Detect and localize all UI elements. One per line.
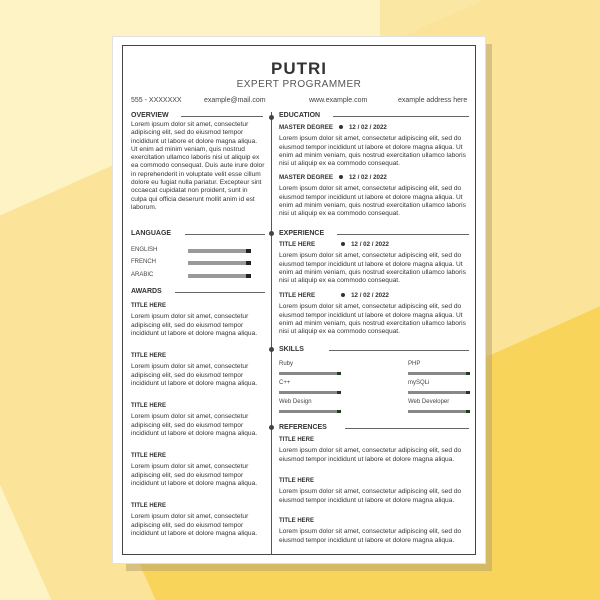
award-item — [131, 352, 265, 388]
language-heading: LANGUAGE — [131, 230, 172, 237]
section-rule — [337, 234, 469, 235]
skill-label: Ruby — [279, 361, 294, 367]
reference-text: Lorem ipsum dolor sit amet, consectetur adipiscing elit, sed do eiusmod tempor incididunt ut labore et dolore magna aliqua. — [279, 528, 462, 544]
education-heading: EDUCATION — [279, 112, 321, 119]
timeline-dot — [269, 115, 274, 120]
awards-heading: AWARDS — [131, 288, 162, 295]
experience-title: TITLE HERE — [279, 241, 316, 248]
reference-text: Lorem ipsum dolor sit amet, consectetur adipiscing elit, sed do eiusmod tempor incididunt ut labore et dolore magna aliqua. — [279, 488, 462, 504]
award-item — [131, 502, 265, 538]
award-text: Lorem ipsum dolor sit amet, consectetur adipiscing elit, sed do eiusmod tempor incididunt ut labore et dolore magna aliqua. — [131, 463, 258, 487]
phone-text: 555 - XXXXXXX — [131, 97, 182, 104]
education-item — [279, 124, 471, 168]
skill-label: mySQLi — [408, 380, 430, 386]
language-row — [122, 272, 252, 282]
education-date: 12 / 02 / 2022 — [348, 174, 387, 181]
skill-level-bar — [279, 410, 341, 413]
skill-level-bar — [279, 372, 341, 375]
skill-label: Web Developer — [408, 399, 450, 405]
education-text: Lorem ipsum dolor sit amet, consectetur adipiscing elit, sed do eiusmod tempor incididunt ut labore et dolore magna aliqua. Ut enim ad minim veniam, quis nostrud exercitation ullamco laboris nisi ut aliquip ex ea commodo consequat. — [279, 185, 466, 218]
timeline-divider — [271, 112, 272, 555]
skill-label: C++ — [279, 380, 291, 386]
language-level-bar — [188, 249, 251, 253]
reference-title: TITLE HERE — [279, 518, 315, 524]
section-rule — [181, 116, 263, 117]
reference-item — [279, 517, 471, 545]
section-rule — [333, 116, 469, 117]
skill-level-bar — [408, 410, 470, 413]
website-text: www.example.com — [309, 97, 368, 104]
education-date: 12 / 02 / 2022 — [348, 124, 387, 131]
experience-heading: EXPERIENCE — [279, 230, 325, 237]
section-rule — [329, 350, 469, 351]
language-label: FRENCH — [131, 259, 156, 265]
overview-heading: OVERVIEW — [131, 112, 169, 119]
education-text: Lorem ipsum dolor sit amet, consectetur adipiscing elit, sed do eiusmod tempor incididunt ut labore et dolore magna aliqua. Ut enim ad minim veniam, quis nostrud exercitation ullamco laboris nisi ut aliquip ex ea commodo consequat. — [279, 135, 466, 168]
reference-text: Lorem ipsum dolor sit amet, consectetur adipiscing elit, sed do eiusmod tempor incididunt ut labore et dolore magna aliqua. — [279, 447, 462, 463]
overview-text: Lorem ipsum dolor sit amet, consectetur adipiscing elit, sed do eiusmod tempor incididunt ut labore et dolore magna aliqua. Ut enim ad minim veniam, quis nostrud exercitation ullamco laboris nisi ut aliquip ex ea commodo consequat. Duis aute irure dolor in reprehenderit in voluptate velit esse cillum dolore eu fugiat nulla pariatur. Excepteur sint occaecat cupidatat non proident, sunt in culpa qui officia deserunt mollit anim id est laborum. — [131, 121, 265, 211]
language-level-bar — [188, 274, 251, 278]
award-item — [131, 452, 265, 488]
award-title: TITLE HERE — [131, 353, 167, 359]
award-text: Lorem ipsum dolor sit amet, consectetur adipiscing elit, sed do eiusmod tempor incididunt ut labore et dolore magna aliqua. — [131, 363, 258, 387]
award-text: Lorem ipsum dolor sit amet, consectetur adipiscing elit, sed do eiusmod tempor incididunt ut labore et dolore magna aliqua. — [131, 413, 258, 437]
award-title: TITLE HERE — [131, 453, 167, 459]
education-title: MASTER DEGREE — [279, 124, 333, 131]
timeline-dot — [269, 425, 274, 430]
award-item — [131, 402, 265, 438]
reference-item — [279, 436, 471, 464]
language-label: ENGLISH — [131, 247, 158, 253]
award-title: TITLE HERE — [131, 403, 167, 409]
experience-date: 12 / 02 / 2022 — [351, 241, 389, 248]
experience-text: Lorem ipsum dolor sit amet, consectetur adipiscing elit, sed do eiusmod tempor incididunt ut labore et dolore magna aliqua. Ut enim ad minim veniam, quis nostrud exercitation ullamco laboris nisi ut aliquip ex ea commodo consequat. — [279, 303, 466, 336]
language-level-bar — [188, 261, 251, 265]
skill-level-bar — [279, 391, 341, 394]
skill-level-bar — [408, 391, 470, 394]
resume-page — [112, 36, 486, 564]
experience-item — [279, 292, 471, 336]
skills-heading: SKILLS — [279, 346, 304, 353]
language-row — [122, 259, 252, 269]
skill-level-bar — [408, 372, 470, 375]
section-rule — [185, 234, 265, 235]
language-row — [122, 247, 252, 257]
award-item — [131, 302, 265, 338]
experience-text: Lorem ipsum dolor sit amet, consectetur adipiscing elit, sed do eiusmod tempor incididunt ut labore et dolore magna aliqua. Ut enim ad minim veniam, quis nostrud exercitation ullamco laboris nisi ut aliquip ex ea commodo consequat. — [279, 252, 466, 285]
award-text: Lorem ipsum dolor sit amet, consectetur adipiscing elit, sed do eiusmod tempor incididunt ut labore et dolore magna aliqua. — [131, 313, 258, 337]
reference-title: TITLE HERE — [279, 478, 315, 484]
skill-label: PHP — [408, 361, 421, 367]
reference-item — [279, 477, 471, 505]
skill-label: Web Design — [279, 399, 312, 405]
award-title: TITLE HERE — [131, 503, 167, 509]
experience-title: TITLE HERE — [279, 292, 316, 299]
education-item — [279, 174, 471, 218]
address-text: example address here — [398, 97, 468, 104]
timeline-dot — [269, 231, 274, 236]
timeline-dot — [269, 347, 274, 352]
section-rule — [175, 292, 265, 293]
reference-title: TITLE HERE — [279, 437, 315, 443]
education-title: MASTER DEGREE — [279, 174, 333, 181]
language-label: ARABIC — [131, 272, 154, 278]
award-text: Lorem ipsum dolor sit amet, consectetur adipiscing elit, sed do eiusmod tempor incididunt ut labore et dolore magna aliqua. — [131, 513, 258, 537]
references-heading: REFERENCES — [279, 424, 327, 431]
experience-item — [279, 241, 471, 285]
experience-date: 12 / 02 / 2022 — [351, 292, 389, 299]
email-text: example@mail.com — [204, 97, 266, 104]
resume-role: EXPERT PROGRAMMER — [236, 79, 362, 90]
award-title: TITLE HERE — [131, 303, 167, 309]
section-rule — [345, 428, 469, 429]
resume-name: PUTRI — [271, 59, 327, 78]
